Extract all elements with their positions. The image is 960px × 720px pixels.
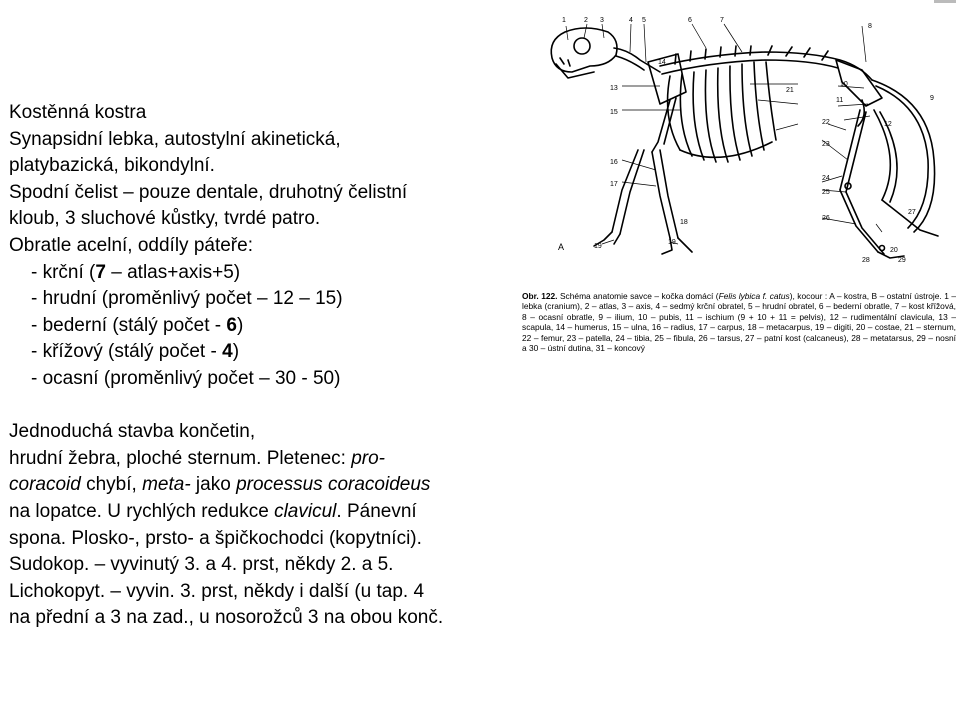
- text-line: hrudní žebra, ploché sternum. Pletenec: pro-: [9, 447, 385, 469]
- svg-text:A: A: [558, 242, 565, 252]
- text-line: Kostěnná kostra: [9, 102, 147, 123]
- svg-text:22: 22: [822, 119, 830, 126]
- blank-line: [9, 393, 569, 420]
- vertebra-cervical: - krční (7 – atlas+axis+5): [31, 261, 241, 283]
- svg-text:7: 7: [720, 17, 724, 24]
- svg-text:8: 8: [868, 23, 872, 30]
- text-line: na přední a 3 na zad., u nosorožců 3 na obou konč.: [9, 607, 444, 629]
- svg-text:14: 14: [658, 59, 666, 66]
- svg-text:26: 26: [822, 215, 830, 222]
- svg-text:4: 4: [629, 17, 633, 24]
- svg-text:15: 15: [610, 109, 618, 116]
- svg-text:28: 28: [862, 257, 870, 264]
- svg-text:25: 25: [822, 189, 830, 196]
- text-line: coracoid chybí, meta- jako processus coracoideus: [9, 474, 431, 496]
- text-line: Spodní čelist – pouze dentale, druhotný čelistní: [9, 181, 408, 203]
- figure-caption: Obr. 122. Schéma anatomie savce – kočka domácí (Felis lybica f. catus), kocour : A – kostra, B – ostatní ústroje. 1 – lebka (cranium), 2 – atlas, 3 – axis, 4 – sedmý krční obratel, 5 – hrudní obratel, 6 – bederní obratle, 7 – kost křížová, 8 – ocasní obratle, 9 – ilium, 10 – pubis, 11 – ischium (9 + 10 + 11 = pelvis), 12 – rudimentální clavicula, 13 – scapula, 14 – humerus, 15 – ulna, 16 – radius, 17 – carpus, 18 – metacarpus, 19 – digiti, 20 – costae, 21 – sternum, 22 – femur, 23 – patella, 24 – tibia, 25 – fibula, 26 – tarsus, 27 – patní kost (calcaneus), 28 – metatarsus, 29 – nosní a 30 – ústní dutina, 31 – koncový: [522, 291, 956, 354]
- text-line: platybazická, bikondylní.: [9, 155, 215, 177]
- svg-text:29: 29: [898, 257, 906, 264]
- vertebra-thoracic: - hrudní (proměnlivý počet – 12 – 15): [31, 288, 343, 310]
- svg-text:19: 19: [594, 243, 602, 250]
- svg-text:19: 19: [668, 239, 676, 246]
- svg-text:16: 16: [610, 159, 618, 166]
- main-text: [9, 100, 569, 632]
- svg-text:9: 9: [930, 95, 934, 102]
- text-line: Jednoduchá stavba končetin,: [9, 421, 256, 443]
- svg-text:20: 20: [890, 247, 898, 254]
- text-line: kloub, 3 sluchové kůstky, tvrdé patro.: [9, 208, 321, 230]
- text-line: Obratle acelní, oddíly páteře:: [9, 234, 253, 256]
- svg-text:5: 5: [642, 17, 646, 24]
- figure-labels: [558, 17, 934, 264]
- svg-text:3: 3: [600, 17, 604, 24]
- svg-text:11: 11: [836, 97, 844, 104]
- text-line: na lopatce. U rychlých redukce clavicul. Pánevní: [9, 500, 417, 522]
- svg-text:1: 1: [562, 17, 566, 24]
- corner-mark: [934, 0, 956, 3]
- svg-text:12: 12: [884, 121, 892, 128]
- svg-text:18: 18: [680, 219, 688, 226]
- vertebra-caudal: - ocasní (proměnlivý počet – 30 - 50): [31, 367, 341, 389]
- text-line: Sudokop. – vyvinutý 3. a 4. prst, někdy 2. a 5.: [9, 554, 394, 576]
- svg-text:6: 6: [688, 17, 692, 24]
- vertebra-lumbar: - bederní (stálý počet - 6): [31, 314, 244, 336]
- text-line: Lichokopyt. – vyvin. 3. prst, někdy i další (u tap. 4: [9, 580, 425, 602]
- svg-text:21: 21: [786, 87, 794, 94]
- svg-text:24: 24: [822, 175, 830, 182]
- svg-text:2: 2: [584, 17, 588, 24]
- vertebra-sacral: - křížový (stálý počet - 4): [31, 341, 240, 363]
- svg-text:13: 13: [610, 85, 618, 92]
- cat-skeleton-drawing: [510, 0, 960, 290]
- text-line: Synapsidní lebka, autostylní akinetická,: [9, 128, 341, 150]
- svg-text:23: 23: [822, 141, 830, 148]
- text-line: spona. Plosko-, prsto- a špičkochodci (kopytníci).: [9, 527, 422, 549]
- svg-text:17: 17: [610, 181, 618, 188]
- svg-text:10: 10: [840, 81, 848, 88]
- svg-text:27: 27: [908, 209, 916, 216]
